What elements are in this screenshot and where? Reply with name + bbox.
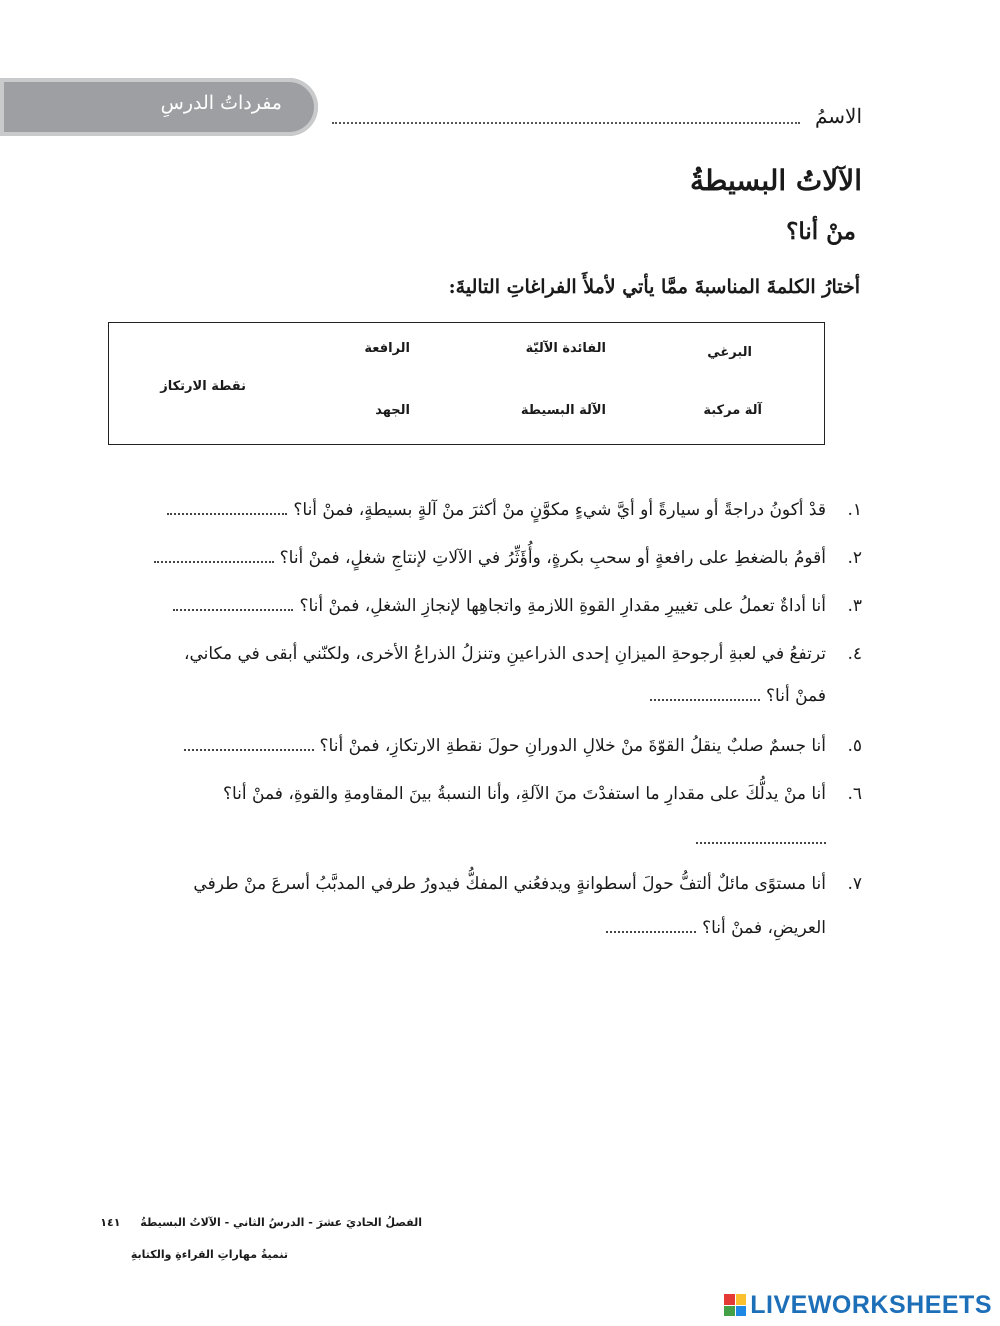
question-text: العريضِ، فمنْ أنا؟ bbox=[702, 918, 826, 938]
question-4: ٤.ترتفعُ في لعبةِ أرجوحةِ الميزانِ إحدى الذراعينِ وتنزلُ الذراعُ الأخرى، ولكنّني أبقى في مكاني، bbox=[184, 644, 862, 664]
answer-blank[interactable] bbox=[184, 735, 314, 751]
instruction-text: أختارُ الكلمةَ المناسبةَ ممَّا يأتي لأملأَ الفراغاتِ التاليةَ: bbox=[448, 276, 860, 298]
question-3: ٣.أنا أداةٌ تعملُ على تغييرِ مقدارِ القوةِ اللازمةِ واتجاهِها لإنجازِ الشغلِ، فمنْ أنا؟ bbox=[173, 594, 862, 618]
lesson-vocabulary-label: مفرداتُ الدرسِ bbox=[160, 92, 282, 114]
answer-blank[interactable] bbox=[606, 917, 696, 933]
word-bank-box bbox=[108, 322, 825, 445]
question-text: أنا منْ يدلُّكَ على مقدارِ ما استفدْتَ منَ الآلةِ، وأنا النسبةُ بينَ المقاومةِ والقوةِ، فمنْ أنا؟ bbox=[222, 784, 826, 804]
answer-blank[interactable] bbox=[650, 685, 760, 701]
question-text: فمنْ أنا؟ bbox=[766, 686, 826, 706]
brand-text: LIVEWORKSHEETS bbox=[750, 1290, 992, 1319]
question-6: ٦.أنا منْ يدلُّكَ على مقدارِ ما استفدْتَ منَ الآلةِ، وأنا النسبةُ بينَ المقاومةِ والقوةِ، فمنْ أنا؟ bbox=[222, 784, 862, 804]
word-bank-item: البرغي bbox=[707, 345, 752, 360]
answer-blank[interactable] bbox=[154, 547, 274, 563]
question-text: أنا أداةٌ تعملُ على تغييرِ مقدارِ القوةِ اللازمةِ واتجاهِها لإنجازِ الشغلِ، فمنْ أنا؟ bbox=[299, 596, 826, 616]
word-bank-item: الجهد bbox=[375, 403, 410, 418]
liveworksheets-brand[interactable] bbox=[724, 1290, 992, 1320]
name-row bbox=[332, 104, 862, 134]
page-title: الآلاتُ البسيطةُ bbox=[690, 164, 862, 197]
question-5: ٥.أنا جسمٌ صلبٌ ينقلُ القوّةَ منْ خلالِ الدورانِ حولَ نقطةِ الارتكازِ، فمنْ أنا؟ bbox=[184, 734, 862, 758]
answer-blank[interactable] bbox=[167, 499, 287, 515]
answer-blank[interactable] bbox=[696, 842, 826, 844]
answer-blank[interactable] bbox=[173, 595, 293, 611]
name-label: الاسمُ bbox=[814, 104, 862, 128]
question-7-continued bbox=[606, 916, 826, 940]
footer-series: تنميةُ مهاراتِ القراءةِ والكتابةِ bbox=[130, 1248, 288, 1261]
page-number: ١٤١ bbox=[100, 1216, 121, 1229]
question-text: قدْ أكونُ دراجةً أو سيارةً أو أيَّ شيءٍ مكوَّنٍ منْ أكثرَ منْ آلةٍ بسيطةٍ، فمنْ أنا؟ bbox=[293, 500, 826, 520]
lesson-vocabulary-tab bbox=[0, 78, 318, 136]
question-text: أنا جسمٌ صلبٌ ينقلُ القوّةَ منْ خلالِ الدورانِ حولَ نقطةِ الارتكازِ، فمنْ أنا؟ bbox=[319, 736, 826, 756]
word-bank-item: الآلة البسيطة bbox=[520, 403, 606, 418]
name-input-line[interactable] bbox=[332, 122, 800, 124]
word-bank-item: آلة مركبة bbox=[703, 403, 762, 418]
question-1: ١.قدْ أكونُ دراجةً أو سيارةً أو أيَّ شيءٍ مكوَّنٍ منْ أكثرَ منْ آلةٍ بسيطةٍ، فمنْ أنا؟ bbox=[167, 498, 862, 522]
question-text: أقومُ بالضغطِ على رافعةٍ أو سحبِ بكرةٍ، وأُؤَثِّرُ في الآلاتِ لإنتاجِ شغلٍ، فمنْ أنا؟ bbox=[279, 548, 826, 568]
word-bank-item: الفائدة الآليّة bbox=[525, 341, 606, 356]
question-7: ٧.أنا مستوًى مائلٌ ألتفُّ حولَ أسطوانةٍ ويدفعُني المفكُّ فيدورُ طرفي المدبَّبُ أسرعَ منْ طرفي bbox=[193, 874, 862, 894]
question-text: أنا مستوًى مائلٌ ألتفُّ حولَ أسطوانةٍ ويدفعُني المفكُّ فيدورُ طرفي المدبَّبُ أسرعَ منْ طرفي bbox=[193, 874, 826, 894]
word-bank-item: نقطة الارتكاز bbox=[160, 379, 246, 394]
footer-chapter: الفصلُ الحاديَ عشرَ - الدرسُ الثاني - الآلاتُ البسيطةُ ١٤١ bbox=[100, 1216, 422, 1229]
word-bank-item: الرافعة bbox=[364, 341, 410, 356]
liveworksheets-logo-icon bbox=[724, 1294, 746, 1316]
section-subtitle: منْ أنا؟ bbox=[786, 218, 856, 245]
question-4-continued bbox=[650, 684, 826, 708]
question-2: ٢.أقومُ بالضغطِ على رافعةٍ أو سحبِ بكرةٍ، وأُؤَثِّرُ في الآلاتِ لإنتاجِ شغلٍ، فمنْ أنا؟ bbox=[154, 546, 862, 570]
question-text: ترتفعُ في لعبةِ أرجوحةِ الميزانِ إحدى الذراعينِ وتنزلُ الذراعُ الأخرى، ولكنّني أبقى في مكاني، bbox=[184, 644, 826, 664]
